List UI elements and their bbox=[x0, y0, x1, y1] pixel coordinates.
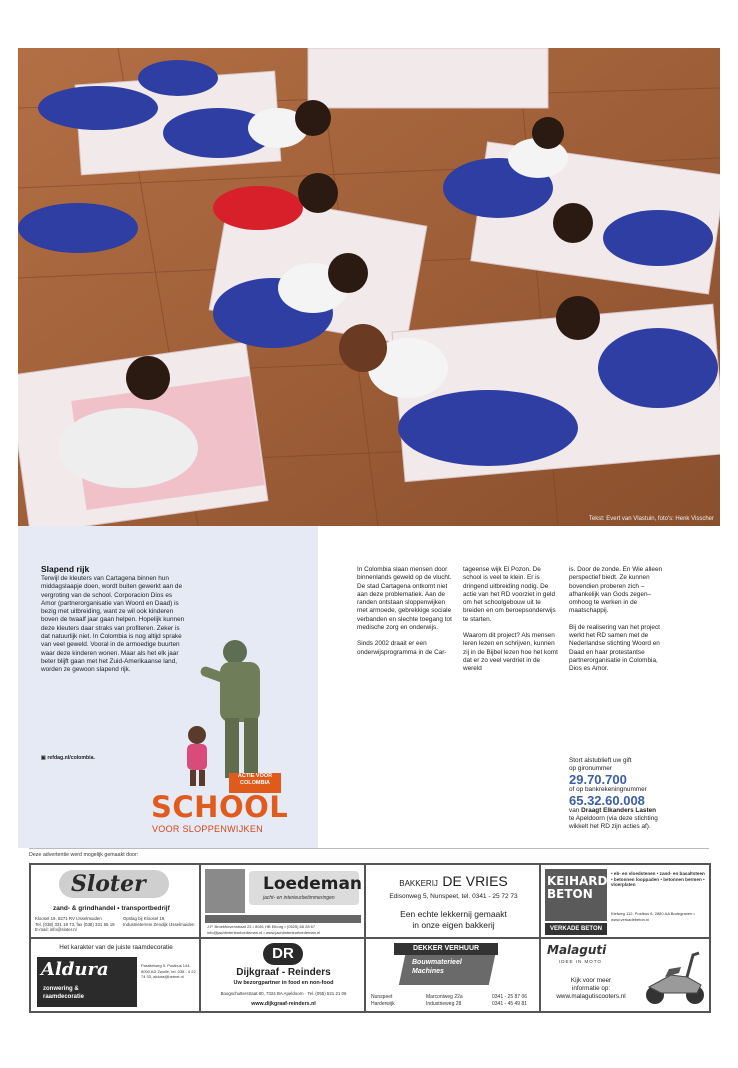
keihard-name: KEIHARD BETON bbox=[547, 874, 608, 901]
sponsor-note: Deze advertentie werd mogelijk gemaakt door: bbox=[29, 852, 139, 858]
campaign-badge: ACTIE VOOR COLOMBIA bbox=[229, 773, 281, 793]
bank-number: 65.32.60.008 bbox=[569, 793, 645, 808]
dr-logo: DR bbox=[263, 943, 303, 965]
article-lead: Terwijl de kleuters van Cartagena binnen hun middagslaapje doen, wordt buiten gewerkt aan de vergroting van de school. Corporacion Dios es Amor (partnerorganisatie van Woord en Daad) is bezig met uitbreiding, want ze wil ook kinderen boven de twaalf jaar gaan helpen. Hopelijk kunnen deze kleuters daar straks van profiteren. Zeker is dat natuurlijk niet. In Colombia is nog altijd sprake van veel geweld. Vooral in de armoedige buurten waar deze kinderen wonen. Maar als het elk jaar beter blijft gaan met het Zuid-Amerikaanse land, worden ze gewoon slapend rijk. bbox=[41, 575, 185, 674]
col3-paragraph-1: is. Door de zonde. En Wie alleen perspectief biedt. Ze kunnen bovendien proberen zich –afhankelijk van Gods zegen– omhoog te werken in de maatschappij. bbox=[569, 566, 663, 615]
col2-paragraph-1: tageense wijk El Pozon. De school is veel te klein. Er is dringend uitbreiding nodig. De actie van het RD voorziet in geld om het schoolgebouw uit te breiden en om beroepsonderwijs te starten. bbox=[463, 566, 556, 623]
sloter-tag: zand- & grindhandel • transportbedrijf bbox=[53, 905, 170, 912]
loedeman-name: Loedeman bbox=[263, 874, 363, 894]
devries-heading: BAKKERIJ DE VRIES bbox=[399, 873, 508, 889]
loedeman-address: J.P. Broekhovenstraat 23 • 8081 HB Elburg • (0525) 68 28 67 info@jachtinterieurloedeman.nl • www.jachtinterieurloedeman.nl bbox=[207, 924, 321, 935]
article-column-1 bbox=[357, 566, 453, 665]
donate-line-3: of op bankrekeningnummer bbox=[569, 786, 647, 793]
keihard-items: • eb- en vloedstenen • zand- en basaltsteen • betonnen looppaden • betonnen bermen • vloerplaten bbox=[611, 871, 705, 887]
col2-paragraph-2: Waarom dit project? Als mensen leren lezen en schrijven, kunnen zij in de Bijbel lezen hoe het komt dat er zo veel verdriet in de wereld bbox=[463, 632, 558, 673]
col3-paragraph-2: Bij de realisering van het project werkt het RD samen met de Nederlandse stichting Woord en Daad en haar protestantse partnerorganisatie in Colombia, Dios es Amor. bbox=[569, 623, 660, 673]
sponsor-devries[interactable] bbox=[365, 864, 540, 938]
sponsor-dijkgraaf-reinders[interactable] bbox=[200, 938, 365, 1012]
loedeman-tag: jacht- en interieurbetimmeringen bbox=[263, 895, 335, 901]
keihard-sub: VERKADE BETON bbox=[545, 923, 607, 935]
article-link-text: refdag.nl/colombia. bbox=[47, 755, 95, 761]
donate-line-4: van Draagt Elkanders Lasten bbox=[569, 807, 657, 814]
hero-photo bbox=[18, 48, 720, 526]
article-column-3 bbox=[569, 566, 665, 682]
sponsor-malaguti[interactable] bbox=[540, 938, 710, 1012]
article-title: Slapend rijk bbox=[41, 564, 90, 574]
col1-paragraph-1: In Colombia slaan mensen door binnenlands geweld op de vlucht. De stad Cartagena ontkomt niet aan deze problematiek. Aan de randen ontstaan sloppenwijken met armoede, gebrekkige sociale verbanden en slechte toegang tot medische zorg en onderwijs. bbox=[357, 566, 452, 632]
campaign-word: SCHOOL bbox=[151, 790, 289, 824]
keihard-address: Kleiweg 112, Postbus 8, 2880 AA Bodegraven • www.verkadebeton.nl bbox=[611, 911, 695, 922]
campaign-subtitle: VOOR SLOPPENWIJKEN bbox=[152, 824, 263, 834]
sloter-storage: Opslag bij Kloosel 19, Industrieterrein Zendijk IJsselmuiden bbox=[123, 916, 195, 927]
donate-line-1: Stort alstublieft uw gift bbox=[569, 757, 632, 764]
campaign-illustration bbox=[170, 640, 310, 790]
arrow-icon: ▣ bbox=[41, 755, 48, 761]
sponsor-grid bbox=[29, 863, 711, 1013]
dekker-tag: Bouwmaterieel Machines bbox=[412, 959, 462, 975]
loedeman-bar bbox=[205, 915, 361, 923]
dekker-cities: Nunspeet Harderwijk bbox=[371, 994, 395, 1007]
col1-paragraph-2: Sinds 2002 draait er een onderwijsprogramma in de Car- bbox=[357, 640, 447, 656]
donate-line-2: op gironummer bbox=[569, 765, 612, 772]
divider bbox=[29, 848, 709, 849]
scooter-icon bbox=[641, 947, 707, 1007]
photo-credit: Tekst: Evert van Vlastuin, foto's: Henk Visscher bbox=[588, 516, 714, 522]
sponsor-keihard-beton[interactable] bbox=[540, 864, 710, 938]
aldura-address: Parallelweg 5, Postbus 144, 8000 AD Zwolle, tel. 038 - 4 22 74 33, aldura@hetnet.nl bbox=[141, 963, 196, 979]
boat-photo bbox=[205, 869, 245, 913]
malaguti-url[interactable]: www.malagutiscooters.nl bbox=[556, 993, 626, 1000]
sleeping-children-image bbox=[18, 48, 720, 526]
malaguti-sub: IDEE IN MOTO bbox=[559, 959, 602, 964]
sponsor-loedeman[interactable] bbox=[200, 864, 365, 938]
malaguti-info: Kijk voor meer informatie op: www.malagutiscooters.nl bbox=[545, 977, 637, 1001]
sloter-address: Kloosel 19, 8271 RV IJsselmuiden Tel. (038) 331 19 73, fax (038) 331 55 19 E-mail: info@sloter.nl bbox=[35, 916, 115, 932]
aldura-name: Aldura bbox=[41, 959, 109, 980]
aldura-tagline: Het karakter van de juiste raamdecoratie bbox=[59, 944, 173, 951]
dijkgraaf-url[interactable]: www.dijkgraaf-reinders.nl bbox=[251, 1001, 316, 1007]
malaguti-name: Malaguti bbox=[547, 943, 607, 957]
devries-address: Edisonweg 5, Nunspeet, tel. 0341 - 25 72 73 bbox=[389, 893, 518, 900]
devries-slogan: Een echte lekkernij gemaakt in onze eigen bakkerij bbox=[400, 909, 507, 930]
dijkgraaf-name: Dijkgraaf - Reinders bbox=[236, 967, 331, 978]
sponsor-sloter[interactable] bbox=[30, 864, 200, 938]
sponsor-dekker-verhuur[interactable] bbox=[365, 938, 540, 1012]
dekker-header: DEKKER VERHUUR bbox=[394, 943, 498, 955]
giro-number: 29.70.700 bbox=[569, 772, 627, 787]
aldura-sub: zonwering & raamdecoratie bbox=[43, 986, 85, 1000]
donate-box bbox=[569, 757, 709, 831]
donate-line-5: te Apeldoorn (via deze stichting bbox=[569, 815, 658, 822]
dekker-streets: Marconiweg 22a Industrieweg 28 bbox=[426, 994, 463, 1007]
sloter-name: Sloter bbox=[71, 871, 146, 897]
dijkgraaf-address: Boogschutterstraat 80, 7324 BA Apeldoorn · Tel. (055) 521 21 06 bbox=[220, 991, 347, 996]
dekker-phones: 0341 - 25 87 06 0341 - 45 49 81 bbox=[492, 994, 528, 1007]
article-link[interactable] bbox=[41, 755, 95, 761]
sponsor-aldura[interactable] bbox=[30, 938, 200, 1012]
dijkgraaf-tag: Uw bezorgpartner in food en non-food bbox=[233, 980, 334, 986]
article-column-2 bbox=[463, 566, 559, 682]
donate-line-6: wikkelt het RD zijn acties af). bbox=[569, 823, 651, 830]
